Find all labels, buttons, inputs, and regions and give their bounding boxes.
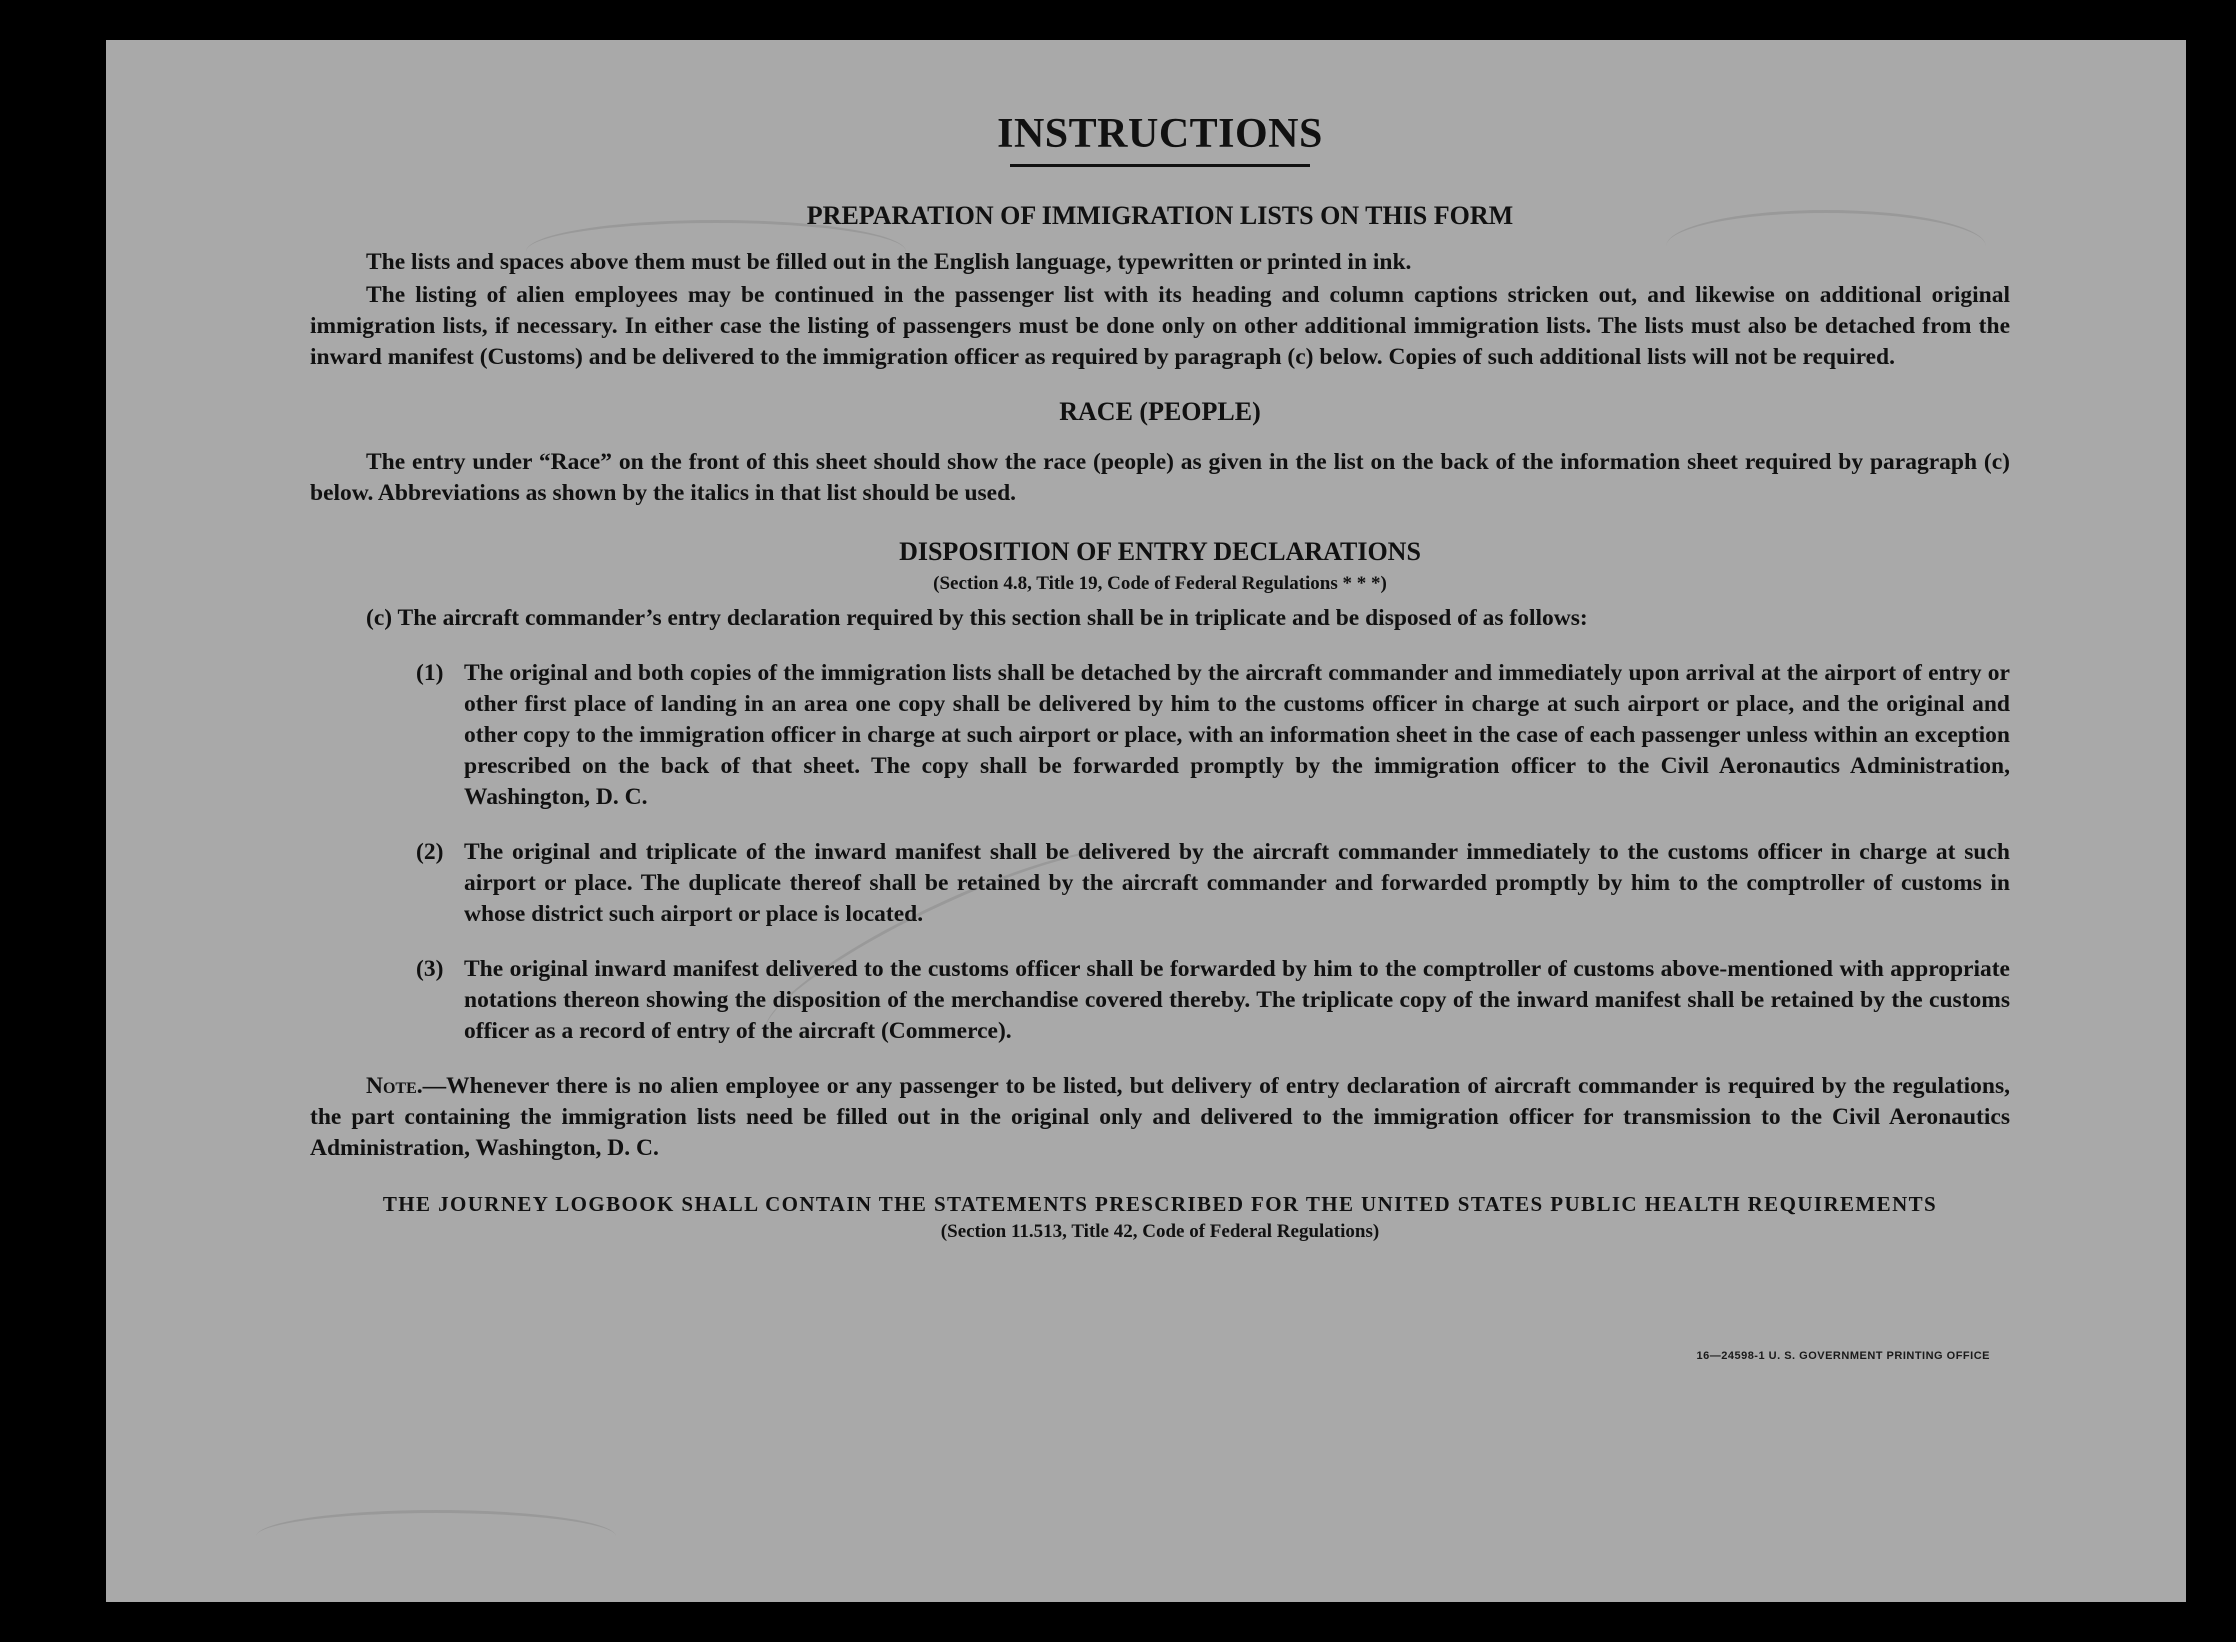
health-requirements-line: THE JOURNEY LOGBOOK SHALL CONTAIN THE STATEMENTS PRESCRIBED FOR THE UNITED STATES PUBLIC HEALTH REQUIREMENTS [382, 1192, 1938, 1216]
disposition-item-1 [416, 658, 2010, 813]
note-paragraph [310, 1071, 2010, 1164]
race-paragraph: The entry under “Race” on the front of this sheet should show the race (people) as given in the list on the back of the information sheet required by paragraph (c) below. Abbreviations as shown by the italics in that list should be used. [310, 449, 2010, 506]
disposition-citation: (Section 4.8, Title 19, Code of Federal Regulations * * *) [933, 573, 1387, 594]
item-text: The original and both copies of the immigration lists shall be detached by the aircraft commander and immediately upon arrival at the airport of entry or other first place of landing in an area one copy shall be delivered by him to the customs officer in charge at such airport or place, and the original and other copy to the immigration officer in charge at such airport or place, with an information sheet in the case of each passenger unless within an exception prescribed on the back of that sheet. The copy shall be forwarded promptly by the immigration officer to the Civil Aeronautics Administration, Washington, D. C. [464, 660, 2010, 810]
preparation-heading: PREPARATION OF IMMIGRATION LISTS ON THIS FORM [806, 201, 1514, 230]
title-underline [1010, 164, 1310, 167]
item-number: (3) [416, 956, 444, 982]
race-heading: RACE (PEOPLE) [1059, 397, 1261, 426]
item-number: (2) [416, 839, 444, 865]
instructions-content [310, 110, 2010, 1243]
disposition-item-3 [416, 954, 2010, 1047]
disposition-intro: (c) The aircraft commander’s entry declaration required by this section shall be in triplicate and be disposed of as follows: [366, 605, 1588, 631]
item-text: The original and triplicate of the inward manifest shall be delivered by the aircraft commander immediately to the customs officer in charge at such airport or place. The duplicate thereof shall be retained by the aircraft commander and forwarded promptly by him to the comptroller of customs in whose district such airport or place is located. [464, 839, 2010, 927]
note-label: Note. [366, 1073, 423, 1099]
printer-mark: 16—24598-1 U. S. GOVERNMENT PRINTING OFFICE [1696, 1350, 1990, 1362]
preparation-paragraph-1: The lists and spaces above them must be filled out in the English language, typewritten or printed in ink. [366, 249, 1412, 275]
note-text: —Whenever there is no alien employee or any passenger to be listed, but delivery of entry declaration of aircraft commander is required by the regulations, the part containing the immigration lists need be filled out in the original only and delivered to the immigration officer for transmission to the Civil Aeronautics Administration, Washington, D. C. [310, 1073, 2010, 1161]
item-number: (1) [416, 660, 444, 686]
item-text: The original inward manifest delivered to the customs officer shall be forwarded by him to the comptroller of customs above-mentioned with appropriate notations thereon showing the disposition of the merchandise covered thereby. The triplicate copy of the inward manifest shall be retained by the customs officer as a record of entry of the aircraft (Commerce). [464, 956, 2010, 1044]
document-sheet [106, 40, 2186, 1602]
health-citation: (Section 11.513, Title 42, Code of Federal Regulations) [940, 1221, 1380, 1242]
page-title: INSTRUCTIONS [997, 111, 1323, 157]
disposition-item-2 [416, 837, 2010, 930]
preparation-paragraph-2: The listing of alien employees may be continued in the passenger list with its heading and column captions stricken out, and likewise on additional original immigration lists, if necessary. In either case the listing of passengers must be done only on other additional immigration lists. The lists must also be detached from the inward manifest (Customs) and be delivered to the immigration officer as required by paragraph (c) below. Copies of such additional lists will not be required. [310, 282, 2010, 370]
disposition-heading: DISPOSITION OF ENTRY DECLARATIONS [899, 537, 1421, 566]
bleed-through-scribble [256, 1510, 616, 1563]
